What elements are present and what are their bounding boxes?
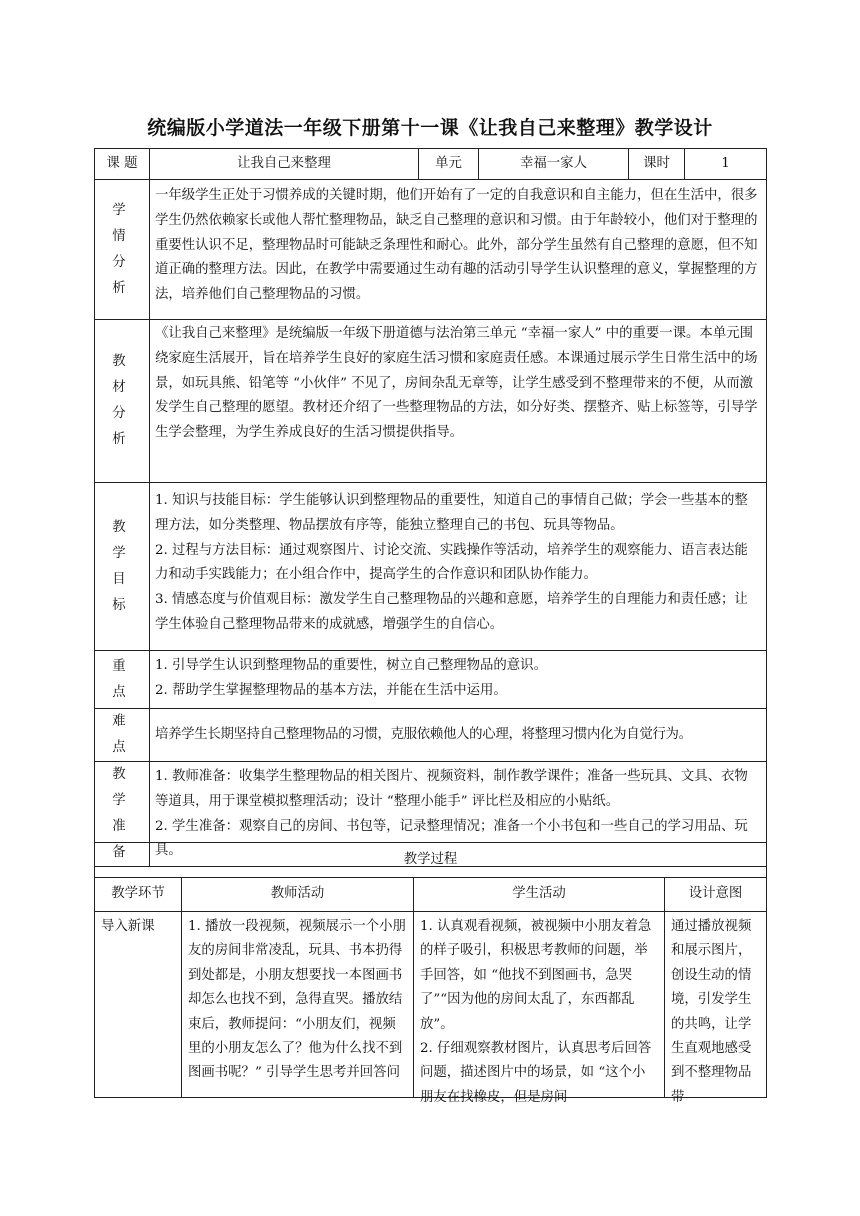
material-analysis-label-line2: 分 析 xyxy=(112,406,132,447)
intent-cell xyxy=(665,912,767,1105)
difficulties-text: 培养学生长期坚持自己整理物品的习惯，克服依赖他人的心理，将整理习惯内化为自觉行为。 xyxy=(150,709,767,762)
preparation-label-line1: 教 学 xyxy=(112,767,132,808)
material-analysis-paragraph: 《让我自己来整理》是统编版一年级下册道德与法治第三单元 “幸福一家人” 中的重要一课。本单元围绕家庭生活展开，旨在培养学生良好的家庭生活习惯和家庭责任感。本课通过展示学生日常生活中的场景，如玩具熊、铅笔等 “小伙伴” 不见了，房间杂乱无章等，让学生感受到不整理带来的不便，从而激发学生自己整理的愿望。教材还介绍了一些整理物品的方法，如分好类、摆整齐、贴上标签等，引导学生学会整理，为学生养成良好的生活习惯提供指导。 xyxy=(155,326,758,441)
student-analysis-label xyxy=(95,180,150,320)
key-points-label: 重 点 xyxy=(95,651,150,709)
student-analysis-label-line1: 学 情 xyxy=(112,202,132,244)
key-point-item-2: 2. 帮助学生掌握整理物品的基本方法，并能在生活中运用。 xyxy=(155,682,507,698)
difficulties-row xyxy=(95,709,767,762)
objectives-text xyxy=(150,483,767,651)
process-heading: 教学过程 xyxy=(95,843,767,878)
unit-label: 单元 xyxy=(419,149,479,180)
objectives-label xyxy=(95,483,150,651)
student-activity-item-1: 1. 认真观看视频，被视频中小朋友着急的样子吸引，积极思考教师的问题，举手回答，如 “他找不到图画书，急哭了”“因为他的房间太乱了，东西都乱放”。 xyxy=(420,919,652,1032)
column-teacher: 教师活动 xyxy=(182,878,414,912)
objectives-row xyxy=(95,483,767,651)
stage-text: 导入新课 xyxy=(101,919,155,934)
student-analysis-paragraph: 一年级学生正处于习惯养成的关键时期，他们开始有了一定的自我意识和自主能力，但在生活中，很多学生仍然依赖家长或他人帮忙整理物品，缺乏自己整理的意识和习惯。由于年龄较小，他们对于整理的重要性认识不足，整理物品时可能缺乏条理性和耐心。此外，部分学生虽然有自己整理的意愿，但不知道正确的整理方法。因此，在教学中需要通过生动有趣的活动引导学生认识整理的意义，掌握整理的方法，培养他们自己整理物品的习惯。 xyxy=(155,188,758,303)
preparation-label-line2: 准 备 xyxy=(112,819,132,860)
intent-text: 通过播放视频和展示图片，创设生动的情境，引发学生的共鸣，让学生直观地感受到不整理物品带 xyxy=(671,919,752,1105)
student-activity-item-2: 2. 仔细观察教材图片，认真思考后回答问题，描述图片中的场景，如 “这个小朋友在找橡皮，但是房间 xyxy=(420,1041,652,1105)
material-analysis-label-line1: 教 材 xyxy=(112,354,132,395)
student-analysis-text xyxy=(150,180,767,320)
document-title: 统编版小学道法一年级下册第十一课《让我自己来整理》教学设计 xyxy=(147,117,713,139)
key-points-text xyxy=(150,651,767,709)
student-activity-text xyxy=(420,912,658,1105)
column-stage: 教学环节 xyxy=(95,878,182,912)
objectives-label-line1: 教 学 xyxy=(112,519,132,561)
objectives-label-line2: 目 标 xyxy=(112,571,132,613)
material-analysis-text xyxy=(150,320,767,483)
table-row xyxy=(95,912,767,1098)
student-activity-cell xyxy=(414,912,665,1105)
objective-item-1: 1. 知识与技能目标：学生能够认识到整理物品的重要性，知道自己的事情自己做；学会一些基本的整理方法，如分类整理、物品摆放有序等，能独立整理自己的书包、玩具等物品。 xyxy=(155,493,748,533)
lesson-label: 课 题 xyxy=(95,149,150,180)
key-points-row xyxy=(95,651,767,709)
unit-value: 幸福一家人 xyxy=(479,149,629,180)
key-point-item-1: 1. 引导学生认识到整理物品的重要性，树立自己整理物品的意识。 xyxy=(155,658,547,673)
lesson-value: 让我自己来整理 xyxy=(150,149,419,180)
hours-value: 1 xyxy=(685,149,767,180)
material-analysis-label xyxy=(95,320,150,483)
column-intent: 设计意图 xyxy=(665,878,767,912)
process-columns-row xyxy=(95,878,767,912)
stage-cell xyxy=(95,912,182,1098)
lesson-info-table xyxy=(94,148,767,867)
objective-item-3: 3. 情感态度与价值观目标：激发学生自己整理物品的兴趣和意愿，培养学生的自理能力和责任感；让学生体验自己整理物品带来的成就感，增强学生的自信心。 xyxy=(155,592,748,632)
teacher-activity-cell xyxy=(182,912,414,1098)
process-table xyxy=(94,842,767,1105)
objective-item-2: 2. 过程与方法目标：通过观察图片、讨论交流、实践操作等活动，培养学生的观察能力、语言表达能力和动手实践能力；在小组合作中，提高学生的合作意识和团队协作能力。 xyxy=(155,542,748,583)
student-analysis-label-line2: 分 析 xyxy=(112,254,132,296)
preparation-item-2: 2. 学生准备：观察自己的房间、书包等，记录整理情况；准备一个小书包和一些自己的学习用品、玩具。 xyxy=(155,818,748,859)
difficulties-label: 难 点 xyxy=(95,709,150,762)
hours-label: 课时 xyxy=(629,149,685,180)
lesson-info-row xyxy=(95,149,767,180)
student-analysis-row xyxy=(95,180,767,320)
process-heading-row xyxy=(95,843,767,878)
preparation-item-1: 1. 教师准备：收集学生整理物品的相关图片、视频资料，制作教学课件；准备一些玩具、文具、衣物等道具，用于课堂模拟整理活动；设计 “整理小能手” 评比栏及相应的小贴纸。 xyxy=(155,769,748,809)
material-analysis-row xyxy=(95,320,767,483)
teacher-activity-text: 1. 播放一段视频，视频展示一个小朋友的房间非常凌乱，玩具、书本扔得到处都是，小朋友想要找一本图画书却怎么也找不到，急得直哭。播放结束后，教师提问：“小朋友们，视频里的小朋友怎么了？他为什么找不到图画书呢？” 引导学生思考并回答问 xyxy=(188,919,406,1081)
column-student: 学生活动 xyxy=(414,878,665,912)
